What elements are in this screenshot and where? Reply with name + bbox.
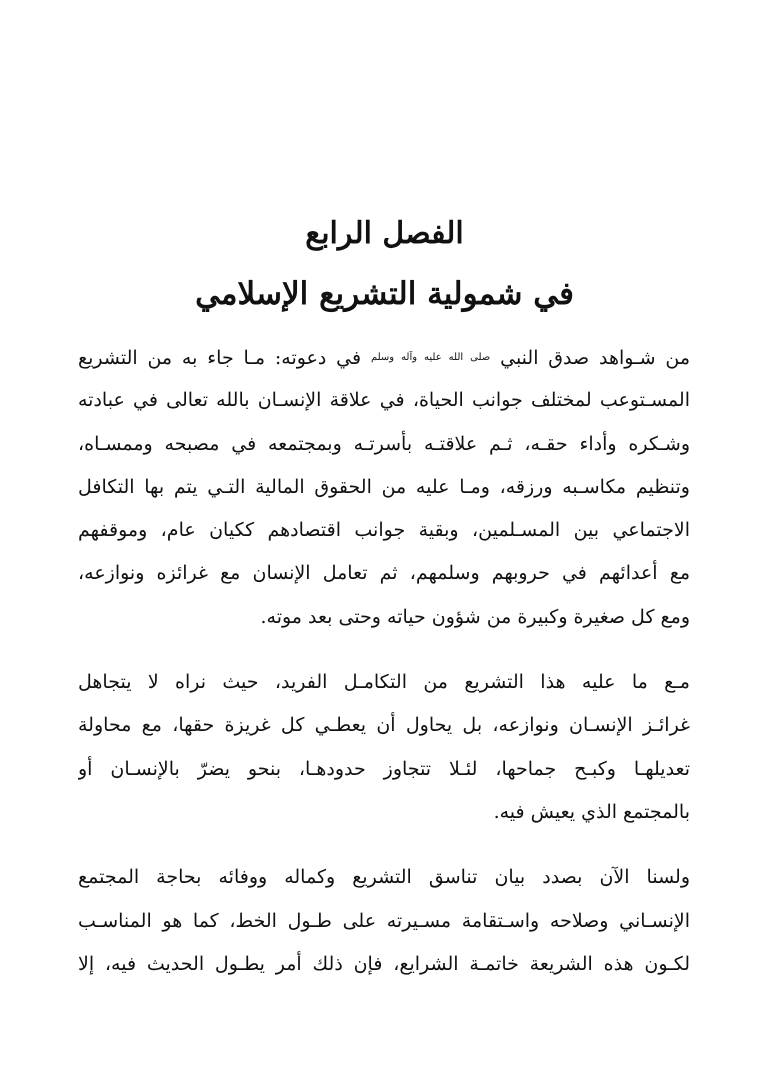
chapter-subtitle: في شمولية التشريع الإسلامي bbox=[195, 276, 574, 312]
text-line: الاجتماعي بين المسـلمين، وبقية جوانب اقتصادهم ككيان عام، وموقفهم bbox=[78, 519, 690, 542]
text-line: من شـواهد صدق النبي $^{صلى الله عليه وآله وسلم}$ في دعوته: مـا جاء به من التشريع bbox=[78, 347, 690, 369]
text-line: وشـكره وأداء حقـه، ثـم علاقتـه بأسرتـه وبمجتمعه في مصبحه وممسـاه، bbox=[78, 432, 690, 455]
text-line: ومع كل صغيرة وكبيرة من شؤون حياته وحتى بعد موته. bbox=[260, 605, 690, 628]
text-line: بالمجتمع الذي يعيش فيه. bbox=[493, 800, 690, 823]
text-line: المسـتوعب لمختلف جوانب الحياة، في علاقة الإنسـان بالله تعالى في عبادته bbox=[78, 389, 690, 412]
paragraph-3 bbox=[78, 856, 690, 986]
paragraph-2 bbox=[78, 661, 690, 834]
text-line: مع أعدائهم في حروبهم وسلمهم، ثم تعامل الإنسان مع غرائزه ونوازعه، bbox=[78, 562, 690, 585]
text-line: لكـون هذه الشريعة خاتمـة الشرايع، فإن ذلك أمر يطـول الحديث فيه، إلا bbox=[78, 952, 690, 975]
text-line: مـع ما عليه هذا التشريع من التكامـل الفريد، حيث نراه لا يتجاهل bbox=[78, 671, 690, 694]
chapter-title: الفصل الرابع bbox=[305, 216, 464, 251]
text-line: الإنسـاني وصلاحه واسـتقامة مسـيرته على طـول الخط، كما هو المناسـب bbox=[78, 909, 690, 932]
text-line: ولسنا الآن بصدد بيان تناسق التشريع وكماله ووفائه بحاجة المجتمع bbox=[78, 866, 690, 889]
body-text bbox=[78, 336, 690, 1008]
honorific-mark: صلى الله عليه وآله وسلم bbox=[370, 352, 491, 363]
text-line: وتنظيم مكاسـبه ورزقه، ومـا عليه من الحقوق المالية التـي يتم بها التكافل bbox=[78, 475, 690, 498]
chapter-heading bbox=[0, 205, 769, 325]
text-line: غرائـز الإنسـان ونوازعه، بل يحاول أن يعطـي كل غريزة حقها، مع محاولة bbox=[78, 714, 690, 737]
paragraph-1 bbox=[78, 336, 690, 639]
text-line: تعديلهـا وكبـح جماحها، لئـلا تتجاوز حدودهـا، بنحو يضرّ بالإنسـان أو bbox=[78, 757, 690, 780]
